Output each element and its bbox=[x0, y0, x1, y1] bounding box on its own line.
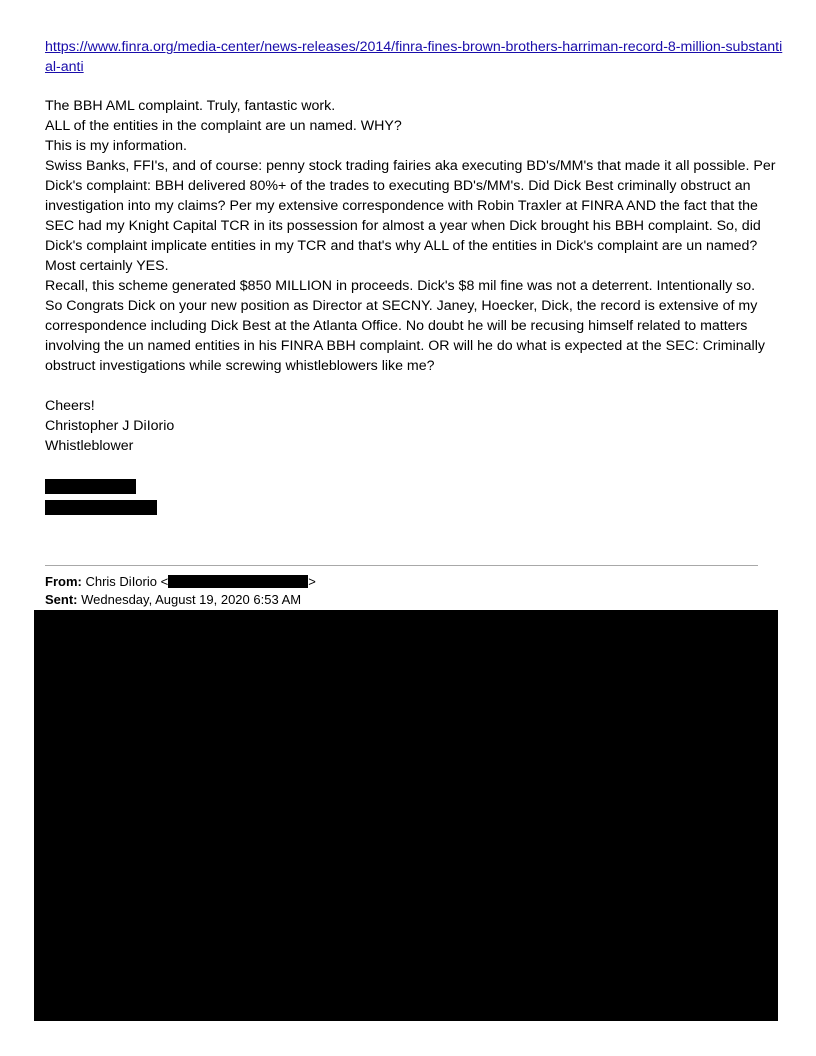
signoff: Cheers! bbox=[45, 398, 95, 414]
body-paragraph: The BBH AML complaint. Truly, fantastic work. bbox=[45, 98, 336, 114]
email-body bbox=[45, 96, 780, 456]
sent-label: Sent: bbox=[45, 592, 78, 607]
redaction-block bbox=[45, 479, 136, 494]
signature-name: Christopher J DiIorio bbox=[45, 418, 175, 434]
redaction-block bbox=[168, 575, 308, 588]
body-paragraph: This is my information. bbox=[45, 138, 187, 154]
redaction-block bbox=[45, 500, 157, 515]
from-value: Chris DiIorio < bbox=[85, 574, 169, 589]
from-suffix: > bbox=[308, 574, 316, 589]
body-paragraph: Recall, this scheme generated $850 MILLION in proceeds. Dick's $8 mil fine was not a deterrent. Intentionally so. bbox=[45, 278, 756, 294]
body-paragraph: So Congrats Dick on your new position as Director at SECNY. Janey, Hoecker, Dick, the record is extensive of my correspondence including Dick Best at the Atlanta Office. No doubt he will be recusing himself related to matters involving the un named entities in his FINRA BBH complaint. OR will he do what is expected at the SEC: Criminally obstruct investigations while screwing whistleblowers like me? bbox=[45, 298, 765, 374]
redaction-block bbox=[34, 610, 778, 1021]
sent-line bbox=[45, 591, 301, 609]
signature-title: Whistleblower bbox=[45, 438, 134, 454]
body-paragraph: ALL of the entities in the complaint are un named. WHY? bbox=[45, 118, 402, 134]
from-label: From: bbox=[45, 574, 82, 589]
divider bbox=[45, 565, 758, 566]
from-line bbox=[45, 573, 316, 591]
sent-value: Wednesday, August 19, 2020 6:53 AM bbox=[81, 592, 302, 607]
body-paragraph: Swiss Banks, FFI's, and of course: penny stock trading fairies aka executing BD's/MM's that made it all possible. Per Dick's complaint: BBH delivered 80%+ of the trades to executing BD's/MM's. Did Dick Best criminally obstruct an investigation into my claims? Per my extensive correspondence with Robin Traxler at FINRA AND the fact that the SEC had my Knight Capital TCR in its possession for almost a year when Dick brought his BBH complaint. So, did Dick's complaint implicate entities in my TCR and that's why ALL of the entities in Dick's complaint are un named? Most certainly YES. bbox=[45, 158, 776, 274]
finra-news-link[interactable]: https://www.finra.org/media-center/news-releases/2014/finra-fines-brown-brothers-harriman-record-8-million-substantial-anti bbox=[45, 39, 783, 75]
